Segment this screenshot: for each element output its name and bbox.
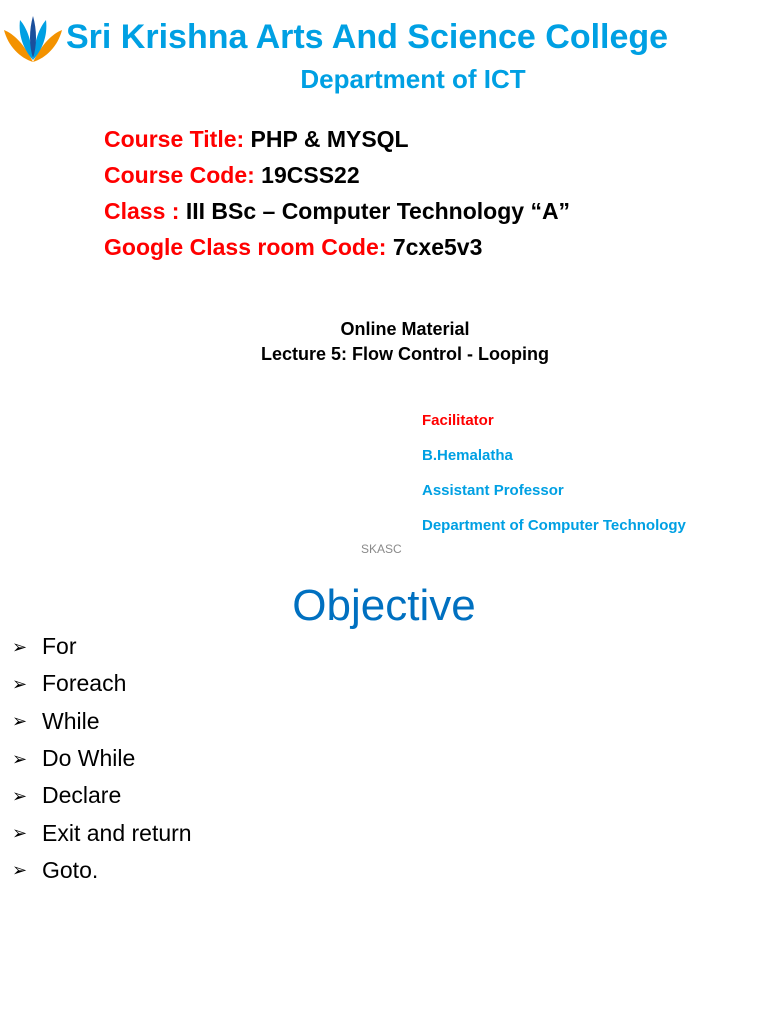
arrow-bullet-icon: ➢ [12,823,28,844]
course-title-label: Course Title: [104,126,245,152]
objective-item-label: While [42,707,100,734]
facilitator-heading: Facilitator [422,412,494,429]
lecture-title: Lecture 5: Flow Control - Looping [261,344,549,364]
course-title-value: PHP & MYSQL [244,126,409,152]
course-code-value: 19CSS22 [254,162,360,188]
class-label: Class : [104,198,180,224]
arrow-bullet-icon: ➢ [12,673,28,694]
objective-title: Objective [292,581,476,630]
footer-tag: SKASC [361,542,402,556]
classroom-code-label: Google Class room Code: [104,234,387,260]
class-value: III BSc – Computer Technology “A” [179,198,571,224]
arrow-bullet-icon: ➢ [12,711,28,732]
objective-item-label: Exit and return [42,819,192,846]
objective-item [12,628,412,665]
objective-list [12,628,412,889]
classroom-code-value: 7cxe5v3 [386,234,483,260]
course-code-label: Course Code: [104,162,255,188]
department-name: Department of ICT [300,64,526,94]
objective-item [12,740,412,777]
objective-item [12,777,412,814]
facilitator-name: B.Hemalatha [422,447,513,464]
objective-item [12,814,412,851]
arrow-bullet-icon: ➢ [12,636,28,657]
objective-item-label: Goto. [42,856,99,883]
facilitator-department: Department of Computer Technology [422,517,686,534]
objective-item-label: Foreach [42,670,127,697]
arrow-bullet-icon: ➢ [12,860,28,881]
objective-item [12,703,412,740]
objective-item-label: Do While [42,745,136,772]
online-material-heading: Online Material [340,319,470,339]
objective-item-label: Declare [42,782,122,809]
objective-item-label: For [42,633,77,660]
facilitator-designation: Assistant Professor [422,482,564,499]
arrow-bullet-icon: ➢ [12,785,28,806]
arrow-bullet-icon: ➢ [12,748,28,769]
class-row [104,196,744,226]
course-code-row [104,160,744,190]
course-title-row [104,124,744,154]
objective-item [12,665,412,702]
objective-item [12,852,412,889]
college-name: Sri Krishna Arts And Science College [66,18,669,56]
lotus-logo-icon [2,14,64,64]
classroom-code-row [104,232,744,262]
